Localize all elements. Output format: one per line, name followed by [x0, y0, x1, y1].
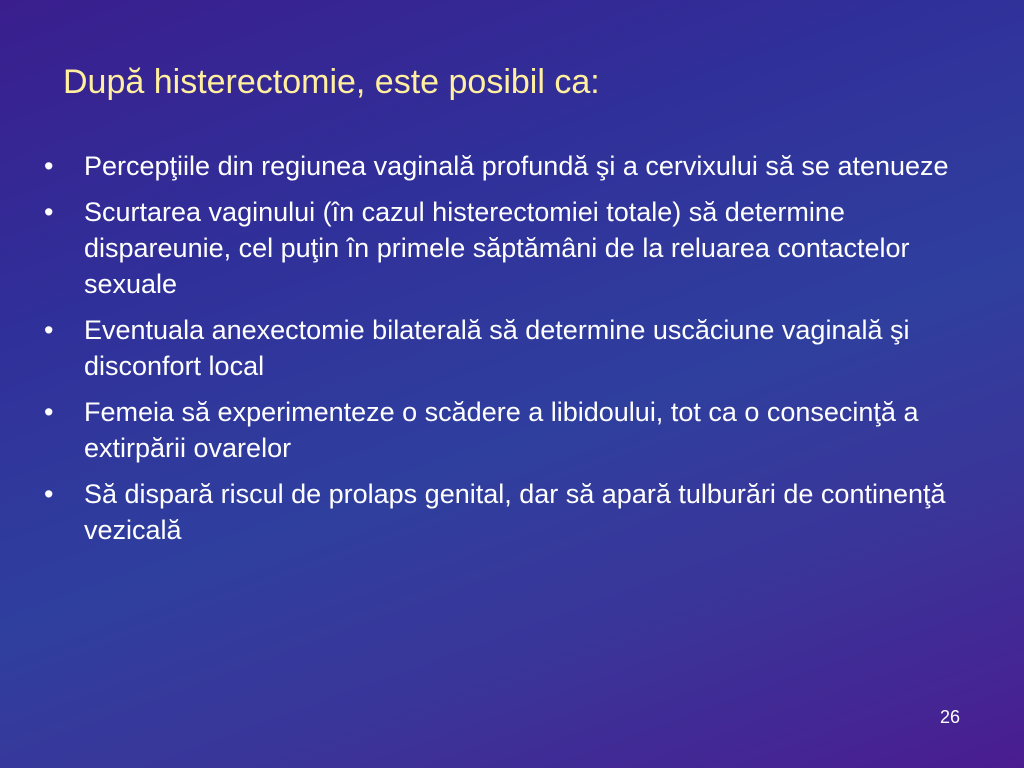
bullet-icon: • — [44, 197, 54, 227]
bullet-text: Să dispară riscul de prolaps genital, dar să apară tulburări de continenţă vezicală — [84, 479, 946, 545]
slide-title: După histerectomie, este posibil ca: — [63, 63, 600, 101]
bullet-item — [44, 476, 974, 548]
bullet-text: Scurtarea vaginului (în cazul histerectomiei totale) să determine dispareunie, cel puţin în primele săptămâni de la reluarea contactelor sexuale — [84, 197, 910, 299]
bullet-icon: • — [44, 479, 54, 509]
bullet-icon: • — [44, 397, 54, 427]
bullet-text: Femeia să experimenteze o scădere a libidoului, tot ca o consecinţă a extirpării ovarelor — [84, 397, 919, 463]
bullet-list — [44, 148, 974, 558]
bullet-icon: • — [44, 315, 54, 345]
bullet-icon: • — [44, 151, 54, 181]
bullet-item — [44, 312, 974, 384]
bullet-item — [44, 148, 974, 184]
bullet-text: Percepţiile din regiunea vaginală profundă şi a cervixului să se atenueze — [84, 151, 949, 181]
bullet-text: Eventuala anexectomie bilaterală să determine uscăciune vaginală şi disconfort local — [84, 315, 910, 381]
bullet-item — [44, 394, 974, 466]
page-number: 26 — [940, 707, 961, 727]
bullet-item — [44, 194, 974, 302]
